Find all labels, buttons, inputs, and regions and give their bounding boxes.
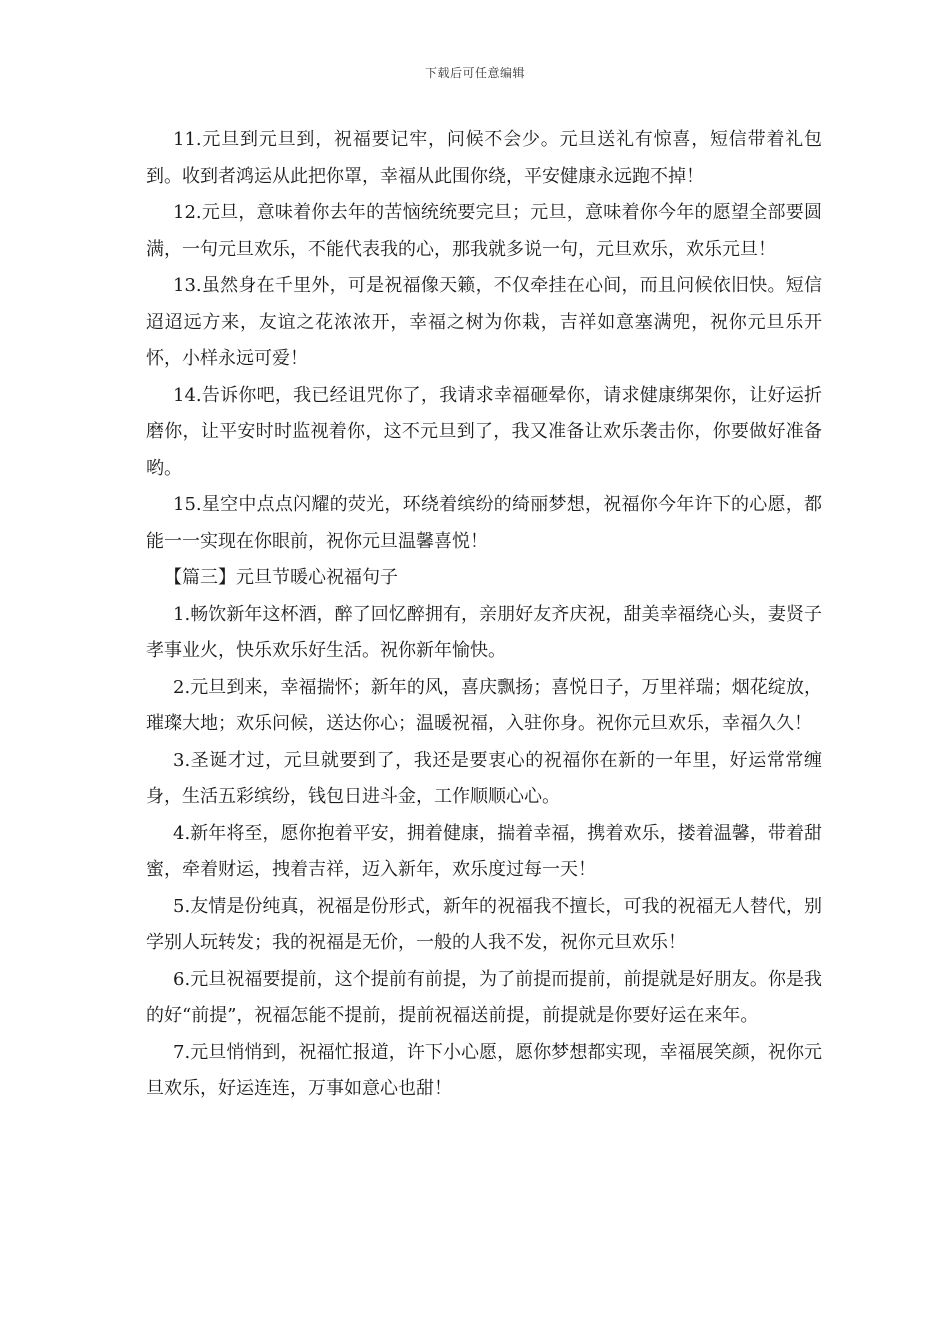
section-paragraph-4: 4.新年将至，愿你抱着平安，拥着健康，揣着幸福，携着欢乐，搂着温馨，带着甜蜜，牵着财运，拽着吉祥，迈入新年，欢乐度过每一天！ — [146, 822, 822, 880]
paragraph-12: 12.元旦，意味着你去年的苦恼统统要完旦；元旦，意味着你今年的愿望全部要圆满，一句元旦欢乐，不能代表我的心，那我就多说一句，元旦欢乐，欢乐元旦！ — [146, 202, 822, 260]
section-paragraph-6: 6.元旦祝福要提前，这个提前有前提，为了前提而提前，前提就是好朋友。你是我的好“前提”，祝福怎能不提前，提前祝福送前提，前提就是你要好运在来年。 — [146, 968, 822, 1026]
section-paragraph-1: 1.畅饮新年这杯酒，醉了回忆醉拥有，亲朋好友齐庆祝，甜美幸福绕心头，妻贤子孝事业火，快乐欢乐好生活。祝你新年愉快。 — [146, 603, 822, 661]
paragraph-13: 13.虽然身在千里外，可是祝福像天籁，不仅牵挂在心间，而且问候依旧快。短信迢迢远方来，友谊之花浓浓开，幸福之树为你栽，吉祥如意塞满兜，祝你元旦乐开怀，小样永远可爱！ — [146, 275, 822, 369]
section-paragraph-5: 5.友情是份纯真，祝福是份形式，新年的祝福我不擅长，可我的祝福无人替代，别学别人玩转发；我的祝福是无价，一般的人我不发，祝你元旦欢乐！ — [146, 895, 822, 953]
section-paragraph-3: 3.圣诞才过，元旦就要到了，我还是要衷心的祝福你在新的一年里，好运常常缠身，生活五彩缤纷，钱包日进斗金，工作顺顺心心。 — [146, 749, 822, 807]
section-title: 【篇三】元旦节暖心祝福句子 — [164, 567, 398, 588]
page-header: 下载后可任意编辑 — [424, 66, 525, 80]
paragraph-11: 11.元旦到元旦到，祝福要记牢，问候不会少。元旦送礼有惊喜，短信带着礼包到。收到者鸿运从此把你罩，幸福从此围你绕，平安健康永远跑不掉！ — [146, 129, 822, 187]
section-paragraph-2: 2.元旦到来，幸福揣怀；新年的风，喜庆飘扬；喜悦日子，万里祥瑞；烟花绽放，璀璨大地；欢乐问候，送达你心；温暖祝福，入驻你身。祝你元旦欢乐，幸福久久！ — [146, 676, 822, 734]
paragraph-14: 14.告诉你吧，我已经诅咒你了，我请求幸福砸晕你，请求健康绑架你，让好运折磨你，让平安时时监视着你，这不元旦到了，我又准备让欢乐袭击你，你要做好准备哟。 — [146, 384, 822, 479]
section-paragraph-7: 7.元旦悄悄到，祝福忙报道，许下小心愿，愿你梦想都实现，幸福展笑颜，祝你元旦欢乐，好运连连，万事如意心也甜！ — [146, 1041, 822, 1099]
paragraph-15: 15.星空中点点闪耀的荧光，环绕着缤纷的绮丽梦想，祝福你今年许下的心愿，都能一一实现在你眼前，祝你元旦温馨喜悦！ — [146, 494, 822, 552]
document-body — [146, 122, 822, 1108]
